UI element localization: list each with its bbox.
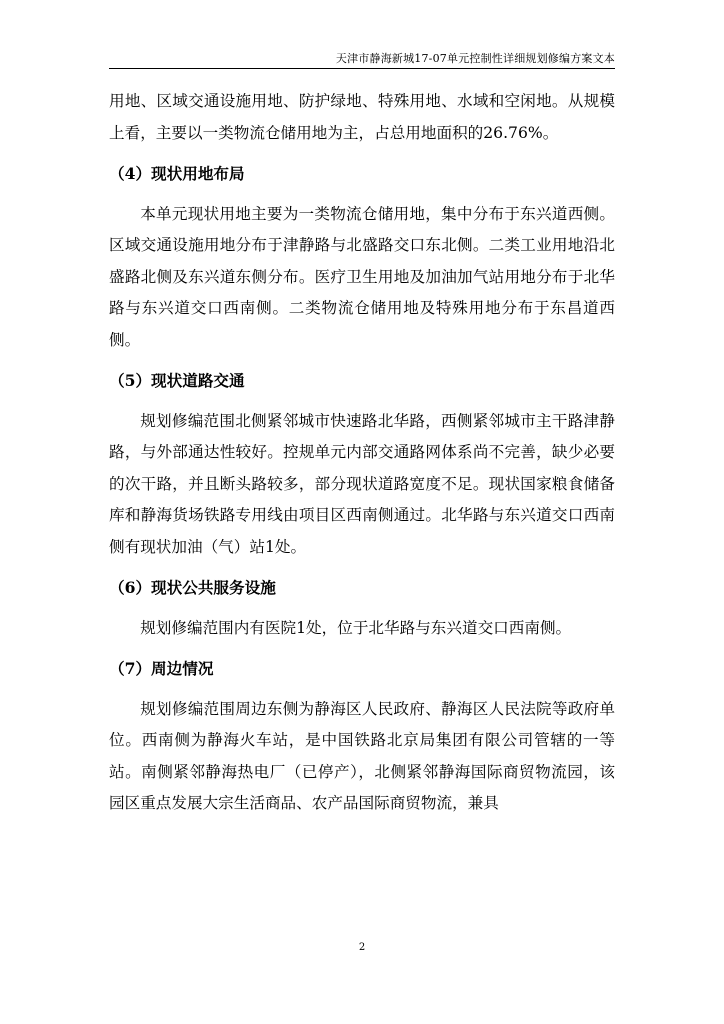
page-body xyxy=(109,86,615,820)
paragraph-land-use-summary: 用地、区域交通设施用地、防护绿地、特殊用地、水域和空闲地。从规模上看，主要以一类物流仓储用地为主，占总用地面积的26.76%。 xyxy=(109,92,615,142)
page-number: 2 xyxy=(358,942,366,953)
paragraph-public-service-facilities: 规划修编范围内有医院1处，位于北华路与东兴道交口西南侧。 xyxy=(140,618,572,637)
heading-public-service-facilities: （6）现状公共服务设施 xyxy=(109,578,276,597)
paragraph-current-land-layout: 本单元现状用地主要为一类物流仓储用地，集中分布于东兴道西侧。区域交通设施用地分布于津静路与北盛路交口东北侧。二类工业用地沿北盛路北侧及东兴道东侧分布。医疗卫生用地及加油加气站用地分布于北华路与东兴道交口西南侧。二类物流仓储用地及特殊用地分布于东昌道西侧。 xyxy=(109,204,615,349)
header-rule xyxy=(109,68,615,69)
heading-surroundings: （7）周边情况 xyxy=(109,659,214,678)
paragraph-surroundings: 规划修编范围周边东侧为静海区人民政府、静海区人民法院等政府单位。西南侧为静海火车站，是中国铁路北京局集团有限公司管辖的一等站。南侧紧邻静海热电厂（已停产），北侧紧邻静海国际商贸物流园，该园区重点发展大宗生活商品、农产品国际商贸物流，兼具 xyxy=(109,699,615,812)
running-header: 天津市静海新城17-07单元控制性详细规划修编方案文本 xyxy=(335,52,615,65)
heading-current-land-layout: （4）现状用地布局 xyxy=(109,164,245,183)
heading-current-road-traffic: （5）现状道路交通 xyxy=(109,371,245,390)
paragraph-current-road-traffic: 规划修编范围北侧紧邻城市快速路北华路，西侧紧邻城市主干路津静路，与外部通达性较好。控规单元内部交通路网体系尚不完善，缺少必要的次干路，并且断头路较多，部分现状道路宽度不足。现状国家粮食储备库和静海货场铁路专用线由项目区西南侧通过。北华路与东兴道交口西南侧有现状加油（气）站1处。 xyxy=(109,411,615,556)
